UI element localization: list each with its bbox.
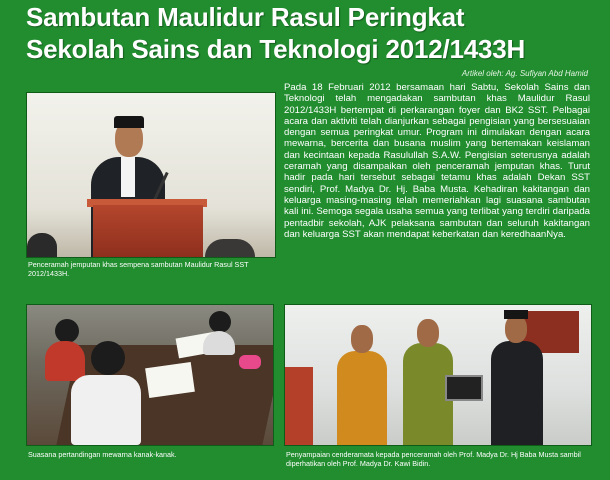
article-byline: Artikel oleh: Ag. Sufiyan Abd Hamid [461, 69, 588, 78]
souvenir-frame [445, 375, 483, 401]
guest-figure-left [337, 351, 387, 445]
speaker-figure-right [491, 341, 543, 445]
article-body: Pada 18 Februari 2012 bersamaan hari Sabtu, Sekolah Sains dan Teknologi telah mengadakan sambutan khas Maulidur Rasul 2012/1433H bertempat di perkarangan foyer dan BK2 SST. Pelbagai acara dan aktiviti telah dianjurkan sebagai pengisian yang bersesuaian dengan semua peringkat umur. Program ini dimulakan dengan acara mewarna, bercerita dan busana muslim yang bertemakan keislaman dan kecintaan kepada Rasulullah S.A.W. Pengisian seterusnya adalah ceramah yang disampaikan oleh penceramah jemputan khas. Turut hadir pada hari tersebut sebagai tetamu khas adalah Dekan SST sendiri, Prof. Madya Dr. Hj. Baba Musta. Kehadiran kakitangan dan keluarga masing-masing telah memeriahkan lagi suasana sambutan kali ini. Semoga segala usaha semua yang terlibat yang terdiri daripada pentadbir sekolah, AJK pelaksana sambutan dan seluruh kakitangan dan keluarga SST akan mendapat keberkatan dan keredhaanNya. [284, 82, 590, 240]
coloring-photo-caption: Suasana pertandingan mewarna kanak-kanak. [28, 450, 177, 459]
audience-silhouette [27, 233, 57, 257]
presentation-photo-caption: Penyampaian cenderamata kepada penceramah oleh Prof. Madya Dr. Hj Baba Musta sambil diperhatikan oleh Prof. Madya Dr. Kawi Bidin. [286, 450, 581, 468]
speaker-photo-caption: Penceramah jemputan khas sempena sambutan Maulidur Rasul SST 2012/1433H. [28, 260, 249, 278]
podium [93, 205, 203, 257]
article-title-line-2: Sekolah Sains dan Teknologi 2012/1433H [26, 34, 526, 64]
coloring-contest-photo [26, 304, 274, 446]
souvenir-presentation-photo [284, 304, 592, 446]
child-figure [71, 375, 141, 445]
songkok-cap [114, 116, 144, 128]
speaker-photo [26, 92, 276, 258]
article-title-line-1: Sambutan Maulidur Rasul Peringkat [26, 2, 465, 32]
